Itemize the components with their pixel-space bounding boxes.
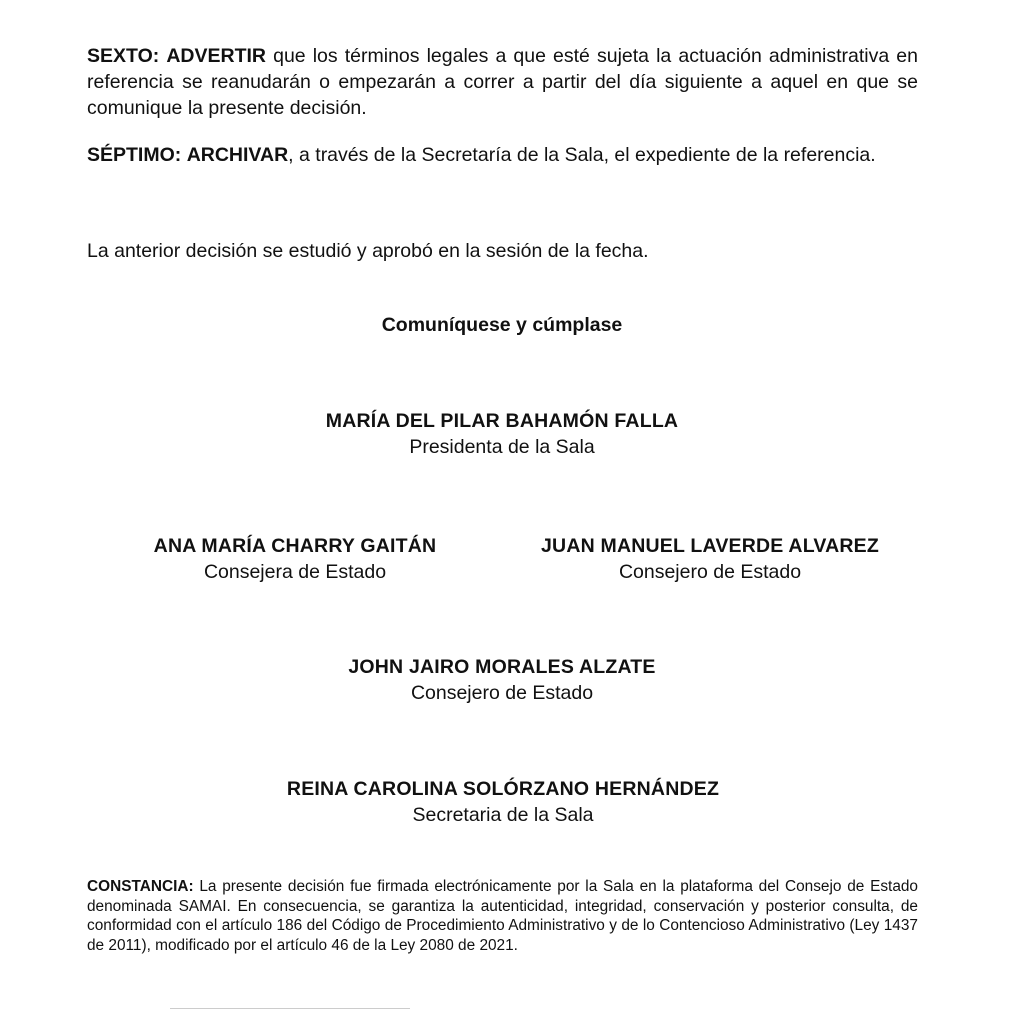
approval-statement: La anterior decisión se estudió y aprobó en la sesión de la fecha. bbox=[87, 240, 649, 262]
clause-sexto-verb: ADVERTIR bbox=[166, 45, 267, 67]
clause-septimo bbox=[87, 142, 918, 168]
constancia-note bbox=[87, 877, 918, 955]
signature-left bbox=[60, 533, 530, 585]
clause-septimo-label: SÉPTIMO: bbox=[87, 144, 182, 166]
signatory-name: REINA CAROLINA SOLÓRZANO HERNÁNDEZ bbox=[286, 778, 720, 800]
signature-center bbox=[0, 654, 1004, 706]
clause-septimo-text: , a través de la Secretaría de la Sala, el expediente de la referencia. bbox=[288, 144, 876, 166]
signatory-name: ANA MARÍA CHARRY GAITÁN bbox=[153, 535, 437, 557]
signature-right bbox=[475, 533, 945, 585]
signature-secretary bbox=[0, 776, 1006, 828]
signatory-role: Consejero de Estado bbox=[410, 682, 594, 704]
clause-sexto-text: que los términos legales a que esté sujeta la actuación administrativa en referencia se reanudarán o empezarán a correr a partir del día siguiente a aquel en que se comunique la presente decisión. bbox=[87, 45, 918, 119]
clause-sexto-label: SEXTO: bbox=[87, 45, 160, 67]
clause-septimo-verb: ARCHIVAR bbox=[186, 144, 289, 166]
clause-sexto bbox=[87, 43, 918, 121]
signature-president bbox=[0, 408, 1004, 460]
constancia-text: La presente decisión fue firmada electrónicamente por la Sala en la plataforma del Consejo de Estado denominada SAMAI. En consecuencia, se garantiza la autenticidad, integridad, conservación y posterior consulta, de conformidad con el artículo 186 del Código de Procedimiento Administrativo y de lo Contencioso Administrativo (Ley 1437 de 2011), modificado por el artículo 46 de la Ley 2080 de 2021. bbox=[87, 878, 918, 954]
signatory-role: Presidenta de la Sala bbox=[409, 436, 595, 458]
page-edge-divider bbox=[170, 1008, 410, 1009]
signatory-name: MARÍA DEL PILAR BAHAMÓN FALLA bbox=[325, 410, 679, 432]
signatory-name: JUAN MANUEL LAVERDE ALVAREZ bbox=[541, 535, 879, 557]
closing-formula: Comuníquese y cúmplase bbox=[381, 314, 623, 336]
signatory-role: Secretaria de la Sala bbox=[412, 804, 594, 826]
signatory-role: Consejera de Estado bbox=[203, 561, 387, 583]
constancia-label: CONSTANCIA: bbox=[87, 878, 194, 895]
signatory-name: JOHN JAIRO MORALES ALZATE bbox=[348, 656, 656, 678]
signatory-role: Consejero de Estado bbox=[618, 561, 802, 583]
